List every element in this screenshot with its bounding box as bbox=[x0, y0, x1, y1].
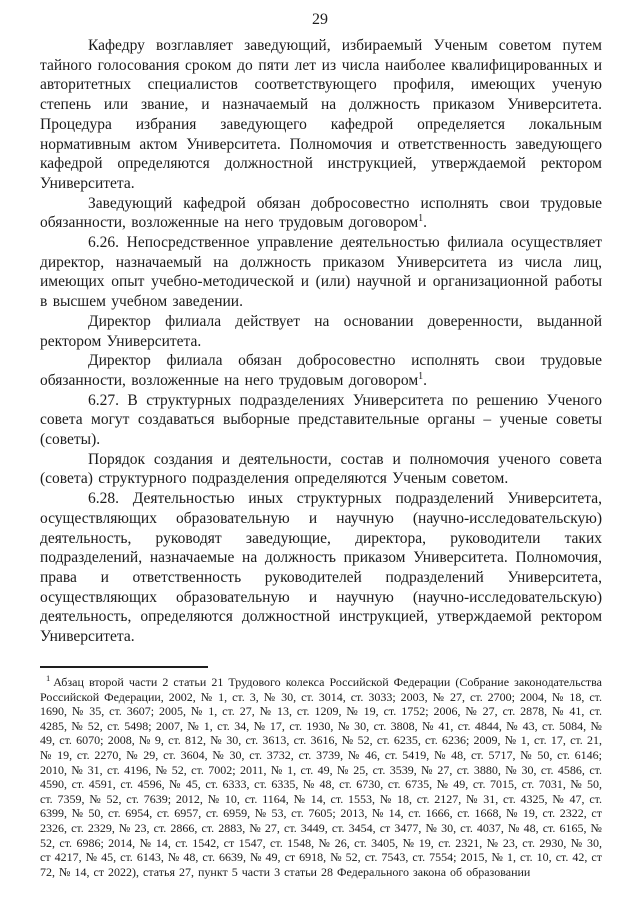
footnote-section bbox=[40, 666, 602, 879]
paragraph: Порядок создания и деятельности, состав и полномочия ученого совета (совета) структурного подразделения определяются Ученым советом. bbox=[40, 450, 602, 488]
paragraph-text: Заведующий кафедрой обязан добросовестно исполнять свои трудовые обязанности, возложенные на него трудовым договором bbox=[40, 194, 602, 232]
page-number: 29 bbox=[312, 11, 328, 28]
footnote bbox=[40, 675, 602, 879]
footnote-ref: 1 bbox=[418, 213, 424, 225]
document-body bbox=[40, 36, 602, 647]
paragraph: Директор филиала действует на основании доверенности, выданной ректором Университета. bbox=[40, 312, 602, 350]
paragraph-text: Директор филиала обязан добросовестно исполнять свои трудовые обязанности, возложенные на него трудовым договором bbox=[40, 352, 602, 389]
paragraph: 6.27. В структурных подразделениях Университета по решению Ученого совета могут создаваться выборные представительные органы – ученые советы (советы). bbox=[40, 391, 602, 449]
paragraph-text: . bbox=[423, 214, 427, 232]
footnote-text: Абзац второй части 2 статьи 21 Трудового колекса Российской Федерации (Собрание законодательства Российской Федерации, 2002, № 1, ст. 3, № 30, ст. 3014, ст. 3033; 2003, № 27, ст. 2700; 2004, № 18, ст. 1690, № 35, ст. 3607; 2005, № 1, ст. 27, № 13, ст. 1209, № 19, ст. 1752; 2006, № 27, ст. 2878, № 41, ст. 4285, № 52, ст. 5498; 2007, № 1, ст. 34, № 17, ст. 1930, № 30, ст. 3808, № 41, ст. 4844, № 43, ст. 5084, № 49, ст. 6070; 2008, № 9, ст. 812, № 30, ст. 3613, ст. 3616, № 52, ст. 6235, ст. 6236; 2009, № 1, ст. 17, ст. 21, № 19, ст. 2270, № 29, ст. 3604, № 30, ст. 3732, ст. 3739, № 46, ст. 5419, № 48, ст. 5717, № 50, ст. 6146; 2010, № 31, ст. 4196, № 52, ст. 7002; 2011, № 1, ст. 49, № 25, ст. 3539, № 27, ст. 3880, № 30, ст. 4586, ст. 4590, ст. 4591, ст. 4596, № 45, ст. 6333, ст. 6335, № 48, ст. 6730, ст. 6735, № 49, ст. 7015, ст. 7031, № 50, ст. 7359, № 52, ст. 7639; 2012, № 10, ст. 1164, № 14, ст. 1553, № 18, ст. 2127, № 31, ст. 4325, № 47, ст. 6399, № 50, ст. 6954, ст. 6957, ст. 6959, № 53, ст. 7605; 2013, № 14, ст. 1666, ст. 1668, № 19, ст. 2322, ст 2326, ст. 2329, № 23, ст. 2866, ст. 2883, № 27, ст. 3449, ст. 3454, ст 3477, № 30, ст. 4037, № 48, ст. 6165, № 52, ст. 6986; 2014, № 14, ст. 1542, ст 1547, ст. 1548, № 26, ст. 3405, № 19, ст. 2321, № 23, ст. 2930, № 30, ст 4217, № 45, ст. 6143, № 48, ст. 6639, № 49, ст 6918, № 52, ст. 7543, ст. 7554; 2015, № 1, ст. 10, ст. 42, ст 72, № 14, ст 2022), статья 27, пункт 5 части 3 статьи 28 Федерального закона об образовании bbox=[40, 675, 602, 879]
paragraph bbox=[40, 194, 602, 233]
paragraph bbox=[40, 351, 602, 390]
paragraph: 6.28. Деятельностью иных структурных подразделений Университета, осуществляющих образовательную и научную (научно-исследовательскую) деятельность, руководят заведующие, директора, руководители таких подразделений, назначаемые на должность приказом Университета. Полномочия, права и ответственность руководителей подразделений Университета, осуществляющих образовательную и научную (научно-исследовательскую) деятельность, определяются должностной инструкцией, утверждаемой ректором Университета. bbox=[40, 490, 602, 646]
footnote-ref: 1 bbox=[418, 370, 424, 382]
paragraph-text: . bbox=[423, 371, 427, 389]
footnote-marker: 1 bbox=[46, 673, 51, 683]
paragraph: Кафедру возглавляет заведующий, избираемый Ученым советом путем тайного голосования сроком до пяти лет из числа наиболее квалифицированных и авторитетных специалистов соответствующего профиля, имеющих ученую степень или звание, и назначаемый на должность приказом Университета. Процедура избрания заведующего кафедрой определяется локальным нормативным актом Университета. Полномочия и ответственность заведующего кафедрой определяются должностной инструкцией, утверждаемой ректором Университета. bbox=[40, 37, 602, 192]
footnote-separator bbox=[40, 666, 208, 668]
paragraph: 6.26. Непосредственное управление деятельностью филиала осуществляет директор, назначаемый на должность приказом Университета из числа лиц, имеющих опыт учебно-методической и (или) научной и организационной работы в высшем учебном заведении. bbox=[40, 234, 602, 311]
